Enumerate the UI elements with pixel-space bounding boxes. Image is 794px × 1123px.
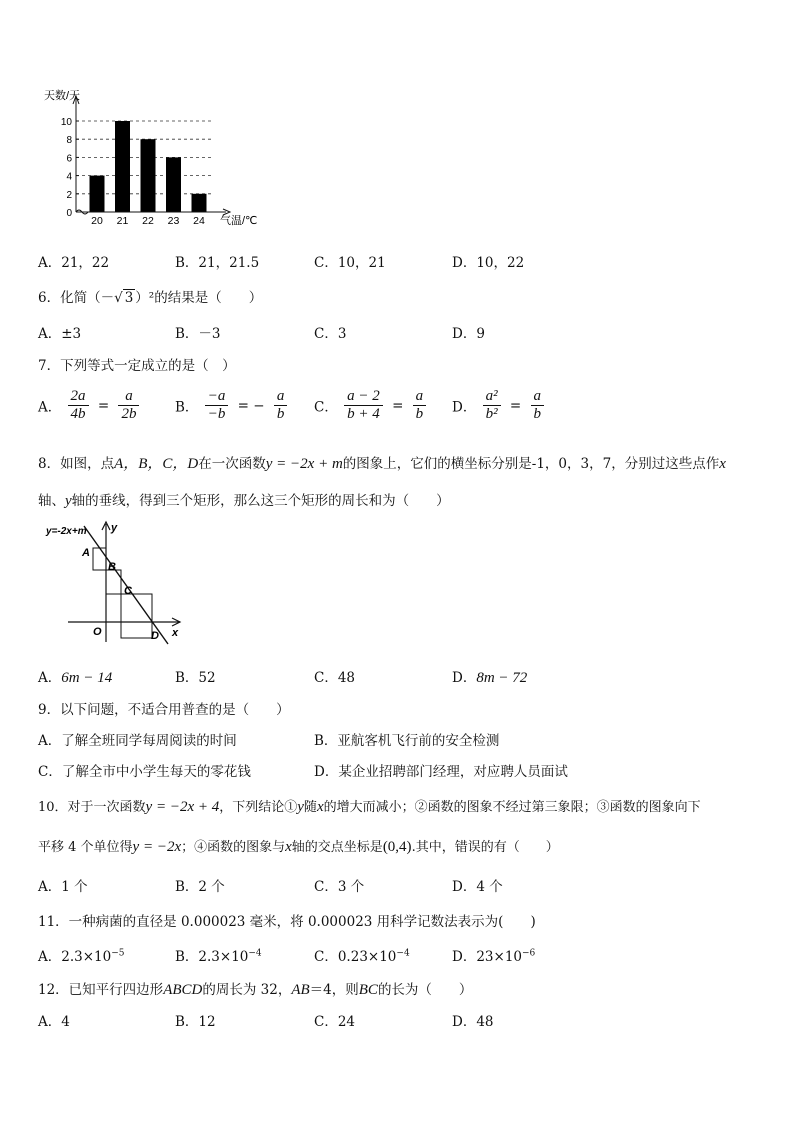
y-tick-label: 4 [66, 171, 72, 183]
q8-option-d: D．8m − 72 [452, 670, 528, 686]
q7-option-c [314, 388, 428, 423]
q7c-left-fraction: $\frac{a - 2}{b + 4}$ [344, 388, 383, 423]
q6-suffix: ）²的结果是（ ） [135, 290, 263, 306]
q6-prefix: 6．化简（－ [38, 290, 115, 306]
bar-24 [192, 194, 207, 212]
q10-option-a: A．1 个 [38, 879, 88, 895]
q8-option-a: A．6m − 14 [38, 670, 113, 686]
y-tick-label: 2 [66, 189, 72, 201]
bar-23 [166, 157, 181, 212]
q5-option-a: A．21，22 [38, 255, 110, 271]
point-b-label: B [108, 561, 116, 573]
origin-label: O [93, 626, 102, 638]
q8-function: y = −2x + m [265, 456, 343, 472]
q5-option-d: D．10，22 [452, 255, 525, 271]
x-tick-label: 21 [116, 215, 129, 227]
chart-ticks [61, 117, 205, 227]
q6-radicand: 3 [124, 290, 134, 306]
x-tick-label: 22 [142, 215, 154, 227]
q12-option-a: A．4 [38, 1014, 70, 1030]
equals-sign: = [97, 397, 110, 414]
point-c-label: C [124, 585, 132, 597]
q11-question: 11．一种病菌的直径是 0.000023 毫米，将 0.000023 用科学记数法表示为( ) [38, 914, 536, 930]
x-axis-label: 气温/℃ [220, 215, 258, 227]
q8-question-line1: 8．如图，点A，B，C，D在一次函数y = −2x + m的图象上，它们的横坐标分别是-1，0，3，7，分别过这些点作x [38, 456, 726, 472]
q7d-left-fraction: $\frac{\text{a²}}{\text{b²}}$ [483, 388, 501, 423]
q10-option-d: D．4 个 [452, 879, 503, 895]
equals-sign: = [392, 397, 404, 414]
q9-option-b: B．亚航客机飞行前的安全检测 [314, 733, 500, 749]
q9-option-a: A．了解全班同学每周阅读的时间 [38, 733, 237, 749]
bar-20 [90, 176, 105, 212]
function-label: y=-2x+m [46, 526, 87, 537]
q9-question: 9．以下问题，不适合用普查的是（ ） [38, 702, 290, 718]
q12-option-c: C．24 [314, 1014, 356, 1030]
q11-option-c: C．$0.23\times 10^{-4}$ [314, 948, 410, 965]
x-label: x [172, 627, 179, 639]
q9-option-d: D．某企业招聘部门经理，对应聘人员面试 [314, 764, 568, 780]
equals-sign: = [509, 397, 522, 414]
q9-option-c: C．了解全市中小学生每天的零花钱 [38, 764, 251, 780]
y-label: y [111, 522, 118, 534]
sqrt-sign: √ [114, 290, 123, 306]
x-tick-label: 20 [91, 215, 103, 227]
q12-option-b: B．12 [175, 1014, 216, 1030]
q10-question-line2: 平移 4 个单位得y = −2x；④函数的图象与x轴的交点坐标是(0,4).其中，错误的有（ ） [38, 839, 559, 855]
chart-bars [90, 121, 207, 212]
q8-points: A，B，C，D [114, 456, 199, 472]
q5-option-c: C．10，21 [314, 255, 386, 271]
q7-label-c: C． [314, 399, 338, 416]
q7-option-d [452, 388, 546, 423]
q7d-right-fraction: $\frac{a}{b}$ [531, 388, 545, 423]
q6-option-a: A．±3 [38, 326, 82, 342]
q7-label-b: B． [175, 399, 199, 416]
bar-22 [141, 139, 156, 212]
q7-option-a [38, 388, 141, 423]
point-d-label: D [151, 630, 159, 642]
x-tick-label: 23 [167, 215, 180, 227]
q10-question-line1: 10．对于一次函数y = −2x + 4，下列结论①y随x的增大而减小；②函数的图象不经过第三象限；③函数的图象向下 [38, 799, 701, 815]
y-tick-label: 10 [60, 117, 72, 128]
q11-option-d: D．$23\times 10^{-6}$ [452, 948, 536, 965]
q10-option-c: C．3 个 [314, 879, 365, 895]
q6-question [38, 286, 262, 306]
q8-question-line2: 轴、y轴的垂线，得到三个矩形，那么这三个矩形的周长和为（ ） [38, 493, 450, 509]
rectangle-1 [93, 548, 106, 570]
y-axis-label: 天数/天 [44, 90, 81, 102]
q7-option-b [175, 388, 289, 423]
y-tick-label: 0 [66, 208, 72, 219]
q5-option-b: B．21，21.5 [175, 255, 260, 271]
q7a-right-fraction: $\frac{a}{2b}$ [118, 388, 139, 423]
q12-question: 12．已知平行四边形ABCD的周长为 32，AB＝4，则BC的长为（ ） [38, 982, 473, 998]
equals-neg-sign: = − [237, 397, 265, 414]
q8-option-b: B．52 [175, 670, 216, 686]
q7b-left-fraction: $\frac{-a}{-b}$ [205, 388, 229, 423]
y-tick-label: 8 [66, 135, 72, 147]
q6-option-d: D．9 [452, 326, 485, 342]
q7b-right-fraction: $\frac{a}{b}$ [274, 388, 288, 423]
q6-option-c: C．3 [314, 326, 347, 342]
q7-label-d: D． [452, 399, 477, 416]
rectangle-2 [106, 570, 121, 594]
point-a-label: A [82, 547, 90, 559]
q7-question: 7．下列等式一定成立的是（ ） [38, 358, 236, 374]
temperature-bar-chart [40, 84, 270, 230]
q10-option-b: B．2 个 [175, 879, 225, 895]
q6-option-b: B．－3 [175, 326, 221, 342]
q7c-right-fraction: $\frac{a}{b}$ [413, 388, 427, 423]
q12-option-d: D．48 [452, 1014, 494, 1030]
q8-function-figure [40, 518, 190, 646]
q8-option-c: C．48 [314, 670, 356, 686]
y-tick-label: 6 [66, 153, 72, 165]
x-tick-label: 24 [193, 215, 205, 227]
q11-option-b: B．$2.3\times 10^{-4}$ [175, 948, 262, 965]
q11-option-a: A．$2.3\times 10^{-5}$ [38, 948, 125, 965]
q7-label-a: A． [38, 399, 62, 416]
q7a-left-fraction: $\frac{2a}{4b}$ [68, 388, 89, 423]
bar-21 [115, 121, 130, 212]
